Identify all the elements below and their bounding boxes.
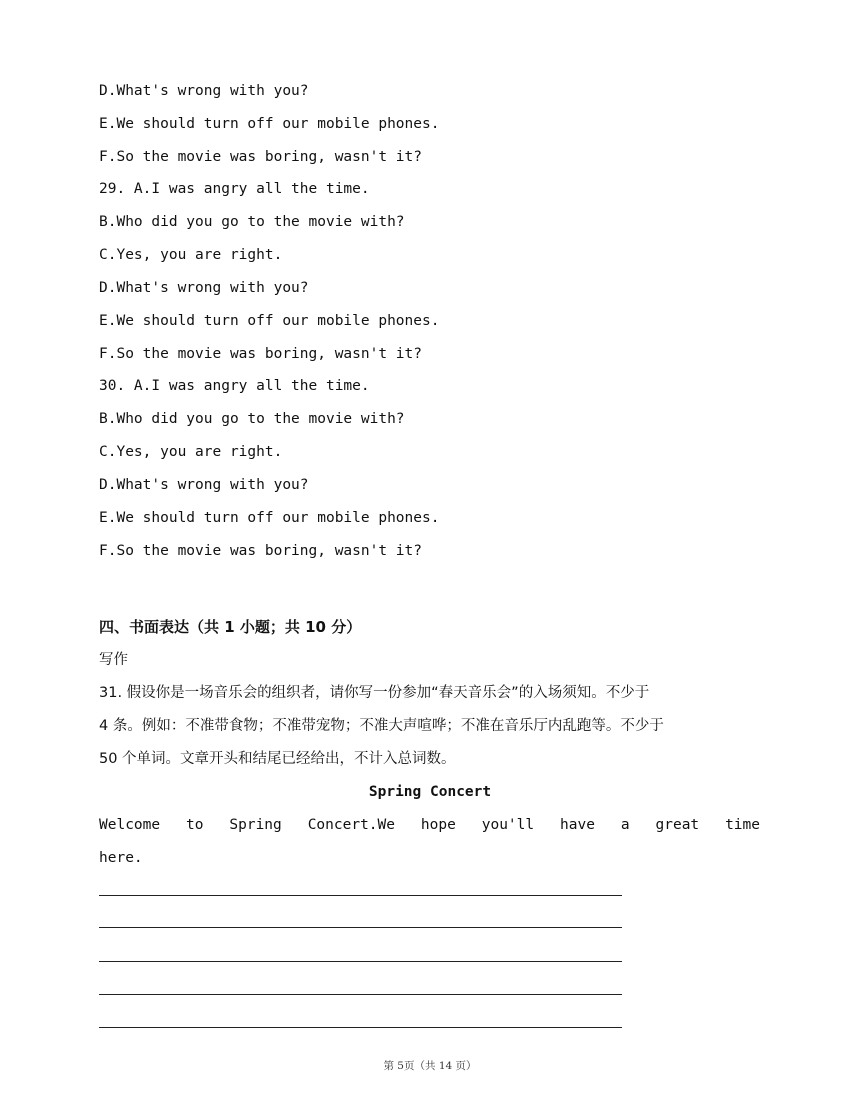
writing-prompt-line-2: 4 条。例如：不准带食物；不准带宠物；不准大声喧哗；不准在音乐厅内乱跑等。不少于 [99,718,664,734]
question-29-option-f: F.So the movie was boring, wasn't it? [99,346,423,362]
essay-opening-word: time [725,817,760,833]
essay-opening-word: Welcome [99,817,161,833]
question-29-option-a: 29. A.I was angry all the time. [99,181,370,197]
essay-opening-word: a [620,817,630,833]
question-30-option-f: F.So the movie was boring, wasn't it? [99,543,423,559]
essay-opening-word: to [186,817,204,833]
question-29-option-d: D.What's wrong with you? [99,280,309,296]
question-29-option-c: C.Yes, you are right. [99,247,283,263]
question-30-option-e: E.We should turn off our mobile phones. [99,510,440,526]
essay-opening-word: great [655,817,700,833]
section-subheading: 写作 [99,652,128,668]
essay-opening-line-2: here. [99,850,143,866]
answer-blank-line[interactable] [99,895,622,896]
page-footer: 第 5页（共 14 页） [383,1060,477,1072]
essay-opening-word: Spring [229,817,282,833]
option-e: E.We should turn off our mobile phones. [99,116,440,132]
essay-opening-line [99,815,760,835]
writing-prompt-line-1: 31. 假设你是一场音乐会的组织者，请你写一份参加“春天音乐会”的入场须知。不少于 [99,685,650,701]
question-29-option-e: E.We should turn off our mobile phones. [99,313,440,329]
question-30-option-a: 30. A.I was angry all the time. [99,378,370,394]
answer-blank-line[interactable] [99,1027,622,1028]
writing-prompt-line-3: 50 个单词。文章开头和结尾已经给出，不计入总词数。 [99,751,456,767]
question-30-option-b: B.Who did you go to the movie with? [99,411,405,427]
question-30-option-d: D.What's wrong with you? [99,477,309,493]
section-heading: 四、书面表达（共 1 小题；共 10 分） [99,618,362,636]
option-d: D.What's wrong with you? [99,83,309,99]
essay-opening-word: have [560,817,595,833]
answer-blank-line[interactable] [99,961,622,962]
answer-blank-line[interactable] [99,994,622,995]
answer-blank-line[interactable] [99,927,622,928]
essay-title: Spring Concert [368,784,492,800]
essay-opening-word: hope [420,817,456,833]
essay-opening-word: you'll [481,817,535,833]
question-30-option-c: C.Yes, you are right. [99,444,283,460]
essay-opening-word: Concert.We [307,817,395,833]
option-f: F.So the movie was boring, wasn't it? [99,149,423,165]
question-29-option-b: B.Who did you go to the movie with? [99,214,405,230]
